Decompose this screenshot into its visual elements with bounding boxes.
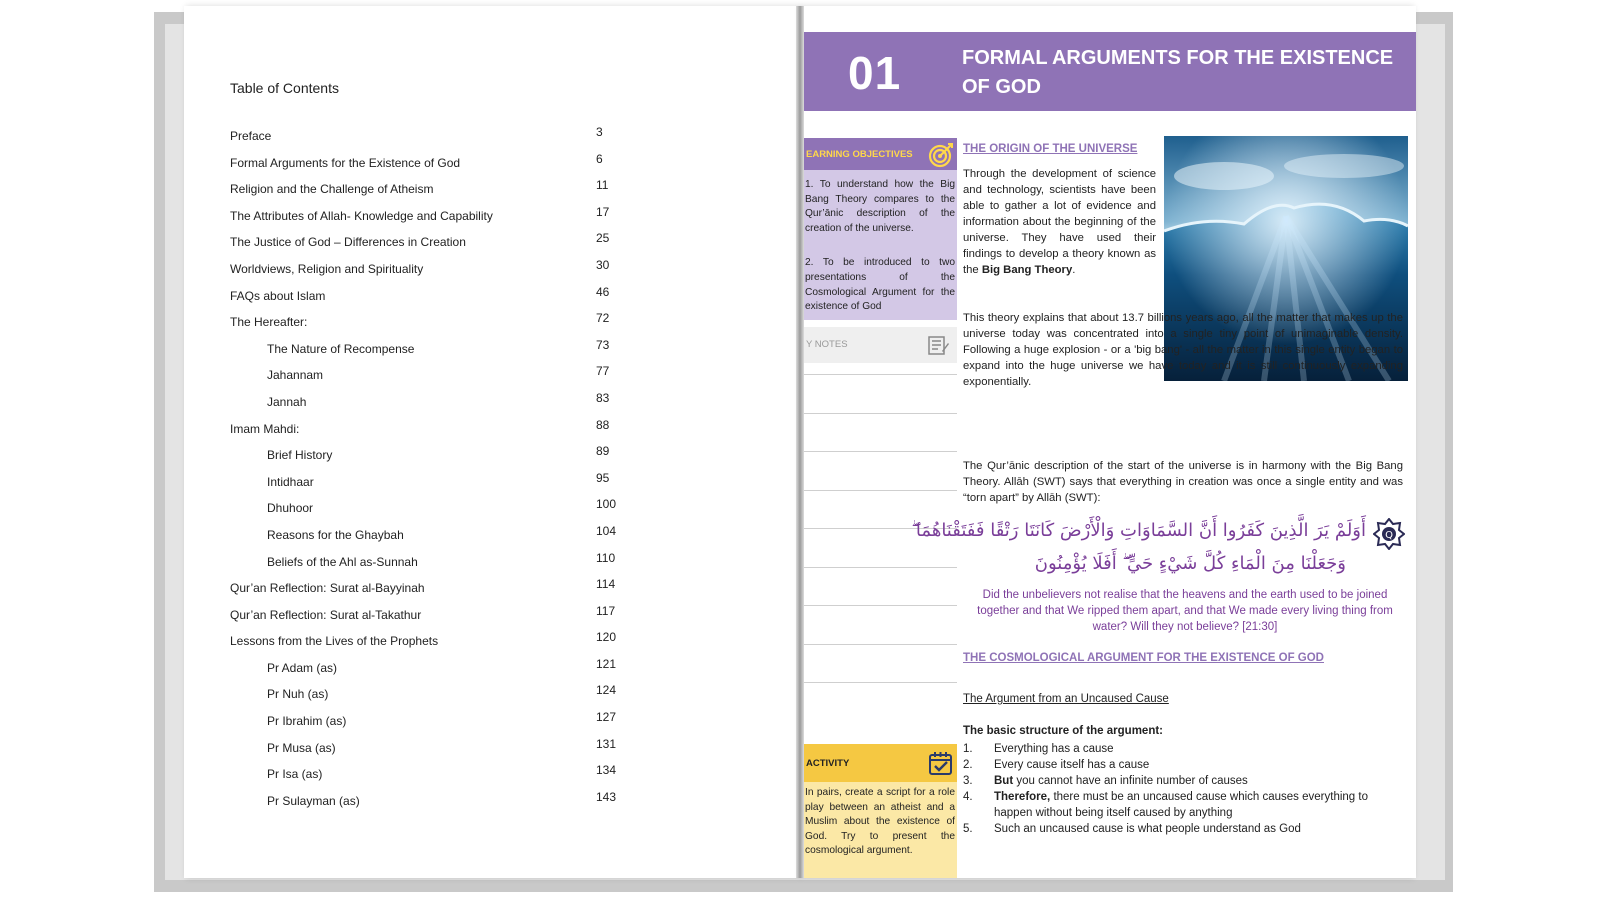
toc-entry[interactable]: [230, 257, 620, 284]
toc-entry-label: Preface: [230, 129, 272, 143]
toc-entry-page: 73: [596, 337, 610, 352]
toc-entry[interactable]: [230, 177, 620, 204]
toc-entry-label: Worldviews, Religion and Spirituality: [230, 261, 424, 276]
cosmological-heading: THE COSMOLOGICAL ARGUMENT FOR THE EXISTENCE OF GOD: [963, 652, 1324, 664]
toc-entry-page: 25: [596, 231, 610, 246]
toc-subentry[interactable]: [230, 762, 620, 789]
toc-entry-page: 6: [596, 151, 603, 166]
chapter-title: FORMAL ARGUMENTS FOR THE EXISTENCE OF GOD: [962, 47, 1394, 98]
svg-text:Q: Q: [1385, 530, 1393, 541]
toc-entry-page: 143: [596, 789, 617, 804]
toc-entry-page: 124: [596, 683, 617, 698]
toc-entry-label: Pr Sulayman (as): [267, 793, 360, 808]
toc-entry-label: Pr Adam (as): [267, 660, 338, 675]
activity-header: [804, 744, 957, 782]
notes-header: [804, 327, 957, 363]
chapter-header: [804, 32, 1416, 111]
argument-step: 4. Therefore, there must be an uncaused cause which causes everything to happen without being itself caused by anything: [963, 791, 1368, 819]
toc-entry-label: Dhuhoor: [267, 501, 314, 516]
toc-entry-label: Lessons from the Lives of the Prophets: [230, 634, 439, 649]
toc-entry-page: 127: [596, 710, 617, 725]
chapter-number: 01: [848, 47, 902, 99]
toc-entry-page: 83: [596, 390, 610, 405]
toc-entry[interactable]: [230, 230, 620, 257]
objective-item: 1. To understand how the Big Bang Theory compares to the Qur’ānic description of the creation of the universe.: [805, 179, 955, 234]
toc-entry-label: The Justice of God – Differences in Creation: [230, 235, 466, 250]
verse-translation: Did the unbelievers not realise that the heavens and the earth used to be joined together and that We ripped them apart, and that We made every living thing from water? Will they not believe? [21:30]: [977, 589, 1393, 633]
paragraph-text: .: [1072, 264, 1076, 276]
paragraph-text: This theory explains that about 13.7 billions years ago, all the matter that makes up the universe today was concentrated into a single tiny point of unimaginable density. Following a huge explosion - or a 'big bang' - all the matter in this single entity began to expand into the huge universe we have today and it is still continuously expanding exponentially.: [963, 312, 1403, 388]
notepad-icon: [928, 335, 950, 357]
toc-entry-page: 120: [596, 630, 617, 645]
argument-step: 2. Every cause itself has a cause: [963, 759, 1150, 771]
toc-entry-page: 100: [596, 497, 617, 512]
learning-objectives-header: [804, 138, 957, 170]
toc-entry-label: Reasons for the Ghaybah: [267, 527, 404, 542]
toc-title: Table of Contents: [230, 80, 339, 96]
toc-entry-label: Beliefs of the Ahl as-Sunnah: [267, 554, 418, 569]
toc-entry-label: Intidhaar: [267, 474, 314, 489]
toc-entry[interactable]: [230, 629, 620, 656]
toc-subentry[interactable]: [230, 363, 620, 390]
toc-entry-page: 11: [596, 178, 609, 193]
calendar-check-icon: [928, 750, 954, 776]
toc-subentry[interactable]: [230, 709, 620, 736]
toc-list: [230, 124, 620, 815]
toc-subentry[interactable]: [230, 337, 620, 364]
toc-entry-page: 89: [596, 444, 610, 459]
toc-entry[interactable]: [230, 204, 620, 231]
toc-subentry[interactable]: [230, 443, 620, 470]
notes-title: Y NOTES: [806, 339, 848, 350]
toc-entry-label: FAQs about Islam: [230, 288, 326, 303]
toc-entry[interactable]: [230, 310, 620, 337]
toc-entry-page: 72: [596, 311, 610, 326]
toc-subentry[interactable]: [230, 496, 620, 523]
toc-entry-page: 121: [596, 656, 617, 671]
origin-heading: THE ORIGIN OF THE UNIVERSE: [963, 143, 1138, 155]
toc-entry-label: Formal Arguments for the Existence of God: [230, 155, 461, 170]
objective-item: 2. To be introduced to two presentations of the Cosmological Argument for the existence of God: [805, 257, 955, 313]
quran-emblem-icon: [1373, 518, 1405, 550]
toc-subentry[interactable]: [230, 550, 620, 577]
toc-entry-page: 131: [596, 736, 617, 751]
paragraph-text: Through the development of science and technology, scientists have been able to gather a lot of evidence and information about the beginning of the universe. They have used their findings to develop a theory known as the: [963, 168, 1156, 276]
toc-entry-page: 104: [596, 523, 617, 538]
toc-entry[interactable]: [230, 284, 620, 311]
learning-objectives-text: [805, 178, 955, 335]
toc-entry[interactable]: [230, 576, 620, 603]
toc-entry-page: 88: [596, 417, 610, 432]
toc-entry-label: Pr Ibrahim (as): [267, 714, 347, 729]
toc-entry-label: Jahannam: [267, 368, 324, 383]
toc-entry[interactable]: [230, 603, 620, 630]
toc-entry-label: Jannah: [267, 394, 307, 409]
toc-entry-page: 114: [596, 577, 616, 592]
quran-verse-line1: أَوَلَمْ يَرَ الَّذِينَ كَفَرُوا أَنَّ السَّمَاوَاتِ وَالْأَرْضَ كَانَتَا رَتْقًا فَفَتَقْنَاهُمَا ۖ: [911, 520, 1366, 541]
toc-entry-label: Pr Nuh (as): [267, 687, 329, 702]
toc-entry-label: Qur’an Reflection: Surat al-Takathur: [230, 607, 422, 622]
toc-entry-label: Brief History: [267, 448, 333, 463]
toc-entry-label: The Nature of Recompense: [267, 341, 415, 356]
activity-title: ACTIVITY: [806, 758, 850, 769]
paragraph-big-bang: [963, 166, 1156, 278]
toc-subentry[interactable]: [230, 523, 620, 550]
toc-entry[interactable]: [230, 417, 620, 444]
toc-entry-page: 46: [596, 284, 610, 299]
toc-entry-label: Imam Mahdi:: [230, 421, 300, 436]
toc-subentry[interactable]: [230, 656, 620, 683]
toc-entry-page: 30: [596, 257, 610, 272]
toc-entry-page: 110: [596, 550, 616, 565]
toc-subentry[interactable]: [230, 390, 620, 417]
toc-entry[interactable]: [230, 124, 620, 151]
book-spine: [796, 6, 804, 878]
activity-text: In pairs, create a script for a role play between an atheist and a Muslim about the existence of God. Try to present the cosmological argument.: [805, 787, 955, 857]
toc-entry-page: 17: [596, 204, 610, 219]
toc-entry-page: 134: [596, 763, 617, 778]
toc-entry-page: 77: [596, 364, 610, 379]
quran-verse-line2: وَجَعَلْنَا مِنَ الْمَاءِ كُلَّ شَيْءٍ حَيٍّ ۖ أَفَلَا يُؤْمِنُونَ: [1034, 553, 1346, 574]
big-bang-term: Big Bang Theory: [981, 264, 1073, 276]
toc-subentry[interactable]: [230, 789, 620, 816]
toc-entry-label: The Hereafter:: [230, 315, 308, 330]
toc-entry-label: Qur’an Reflection: Surat al-Bayyinah: [230, 581, 425, 596]
argument-step: 3. But you cannot have an infinite number of causes: [963, 775, 1248, 787]
argument-step: 1. Everything has a cause: [963, 743, 1114, 755]
uncaused-cause-heading: The Argument from an Uncaused Cause: [963, 693, 1169, 705]
toc-entry-page: 117: [596, 603, 616, 618]
paragraph-quranic: The Qur’ānic description of the start of the universe is in harmony with the Big Bang Theory. Allāh (SWT) says that everything in creation was once a single entity and was “torn apart” by Allāh (SWT):: [963, 460, 1403, 504]
argument-step: 5. Such an uncaused cause is what people understand as God: [963, 823, 1301, 835]
toc-entry-page: 95: [596, 470, 610, 485]
argument-steps: [963, 741, 1403, 837]
toc-subentry[interactable]: [230, 470, 620, 497]
learning-objectives-title: EARNING OBJECTIVES: [806, 149, 913, 160]
toc-subentry[interactable]: [230, 736, 620, 763]
toc-entry-label: Pr Musa (as): [267, 740, 336, 755]
toc-entry-page: 3: [596, 125, 603, 139]
paragraph-theory: [963, 310, 1403, 390]
toc-subentry[interactable]: [230, 682, 620, 709]
toc-entry-label: Pr Isa (as): [267, 767, 323, 782]
notes-lines[interactable]: [804, 374, 957, 721]
structure-heading: The basic structure of the argument:: [963, 725, 1164, 737]
toc-entry-label: The Attributes of Allah- Knowledge and Capability: [230, 208, 493, 223]
toc-entry[interactable]: [230, 151, 620, 178]
toc-entry-label: Religion and the Challenge of Atheism: [230, 182, 434, 197]
target-icon: [928, 142, 954, 168]
